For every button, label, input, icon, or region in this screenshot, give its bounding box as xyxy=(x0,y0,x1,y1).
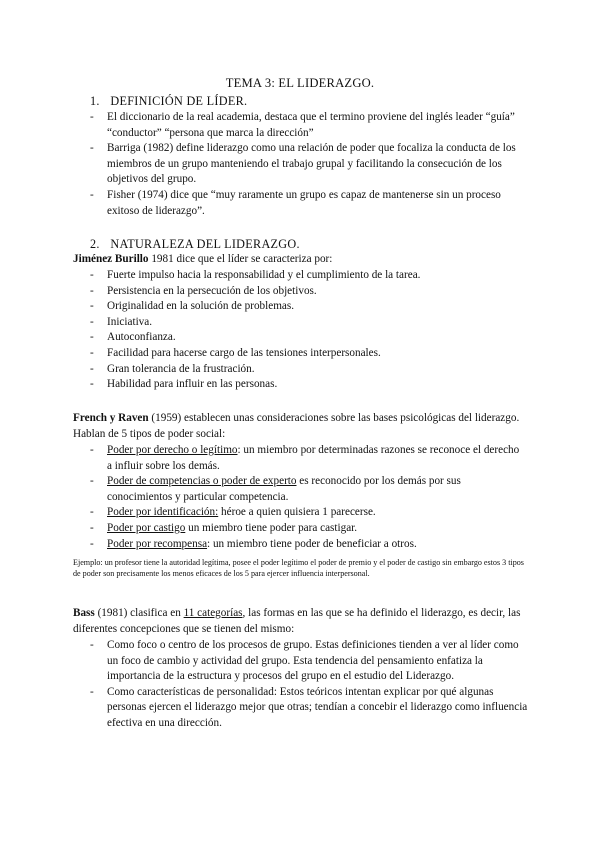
list-item: - Fisher (1974) dice que “muy raramente un grupo es capaz de mantenerse sin un proceso exitoso de liderazgo”. xyxy=(90,188,526,219)
leader-traits-list xyxy=(90,268,526,393)
list-item: - El diccionario de la real academia, destaca que el termino proviene del inglés leader “guía” “conductor” “persona que marca la dirección” xyxy=(90,110,526,141)
french-raven-text: (1959) establecen unas consideraciones sobre las bases psicológicas del liderazgo. Hablan de 5 tipos de poder social: xyxy=(73,412,520,440)
section-1-number: 1. xyxy=(90,94,100,108)
bass-author: Bass xyxy=(73,607,95,619)
list-item: - Originalidad en la solución de problemas. xyxy=(90,299,526,315)
power-term: Poder por derecho o legítimo xyxy=(107,444,238,456)
section-2-heading xyxy=(90,237,300,253)
list-item: - Habilidad para influir en las personas. xyxy=(90,377,526,393)
jimenez-text: 1981 dice que el líder se caracteriza por: xyxy=(148,253,333,265)
power-desc: : un miembro por determinadas razones se reconoce el derecho a influir sobre los demás. xyxy=(107,444,520,472)
example-note: Ejemplo: un profesor tiene la autoridad legítima, posee el poder legítimo el poder de premio y el poder de castigo sin embargo estos 3 tipos de poder son precisamente los menos eficaces de los 5 para ejercer influencia interpersonal. xyxy=(73,558,524,579)
bass-text-before: (1981) clasifica en xyxy=(94,607,184,619)
power-term: Poder por identificación: xyxy=(107,506,219,519)
french-raven-intro xyxy=(73,411,533,442)
power-desc: héroe a quien quisiera 1 parecerse. xyxy=(218,506,376,519)
power-desc: es reconocido por los demás por sus conocimientos y particular competencia. xyxy=(107,475,461,503)
jimenez-author: Jiménez Burillo xyxy=(73,253,149,265)
list-item: - Fuerte impulso hacia la responsabilidad y el cumplimiento de la tarea. xyxy=(90,268,526,284)
jimenez-intro xyxy=(73,252,533,268)
list-item xyxy=(90,474,526,505)
section-2-title: NATURALEZA DEL LIDERAZGO. xyxy=(110,237,300,251)
list-item: - Autoconfianza. xyxy=(90,330,526,346)
list-item xyxy=(90,443,526,474)
list-item: - Iniciativa. xyxy=(90,315,526,331)
section-1-title: DEFINICIÓN DE LÍDER. xyxy=(110,94,248,108)
list-item xyxy=(90,537,526,553)
list-item: - Como foco o centro de los procesos de grupo. Estas definiciones tienden a ver al líder como un foco de cambio y actividad del grupo. Esta tendencia del pensamiento enfatiza la importancia de la estructura y procesos del grupo en el estudio del Liderazgo. xyxy=(90,638,528,685)
bass-text-after: , las formas en las que se ha definido el liderazgo, es decir, las diferentes concepciones que se tienen del mismo: xyxy=(73,607,521,635)
power-types-list xyxy=(90,443,526,552)
power-desc: : un miembro tiene poder de beneficiar a otros. xyxy=(207,537,417,550)
page-title: TEMA 3: EL LIDERAZGO. xyxy=(225,76,375,90)
definition-list xyxy=(90,110,526,219)
power-term: Poder de competencias o poder de experto xyxy=(107,475,297,488)
section-1-heading xyxy=(90,94,247,110)
power-desc: un miembro tiene poder para castigar. xyxy=(185,521,358,534)
section-2-number: 2. xyxy=(90,237,100,251)
list-item: - Facilidad para hacerse cargo de las tensiones interpersonales. xyxy=(90,346,526,362)
french-raven-author: French y Raven xyxy=(73,412,149,424)
list-item: - Gran tolerancia de la frustración. xyxy=(90,362,526,378)
bass-intro xyxy=(73,606,533,637)
list-item xyxy=(90,505,526,521)
list-item: - Como características de personalidad: Estos teóricos intentan explicar por qué algunas personas ejercen el liderazgo mejor que otras; tendían a concebir el liderazgo como influencia efectiva en una dirección. xyxy=(90,685,528,732)
list-item xyxy=(90,521,526,537)
bass-categories-link[interactable]: 11 categorías xyxy=(183,607,243,619)
power-term: Poder por castigo xyxy=(107,521,186,534)
leadership-conceptions-list xyxy=(90,638,528,732)
list-item: - Persistencia en la persecución de los objetivos. xyxy=(90,284,526,300)
power-term: Poder por recompensa xyxy=(107,537,208,550)
list-item: - Barriga (1982) define liderazgo como una relación de poder que focaliza la conducta de los miembros de un grupo manteniendo el trabajo grupal y facilitando la consecución de los objetivos del grupo. xyxy=(90,141,526,188)
